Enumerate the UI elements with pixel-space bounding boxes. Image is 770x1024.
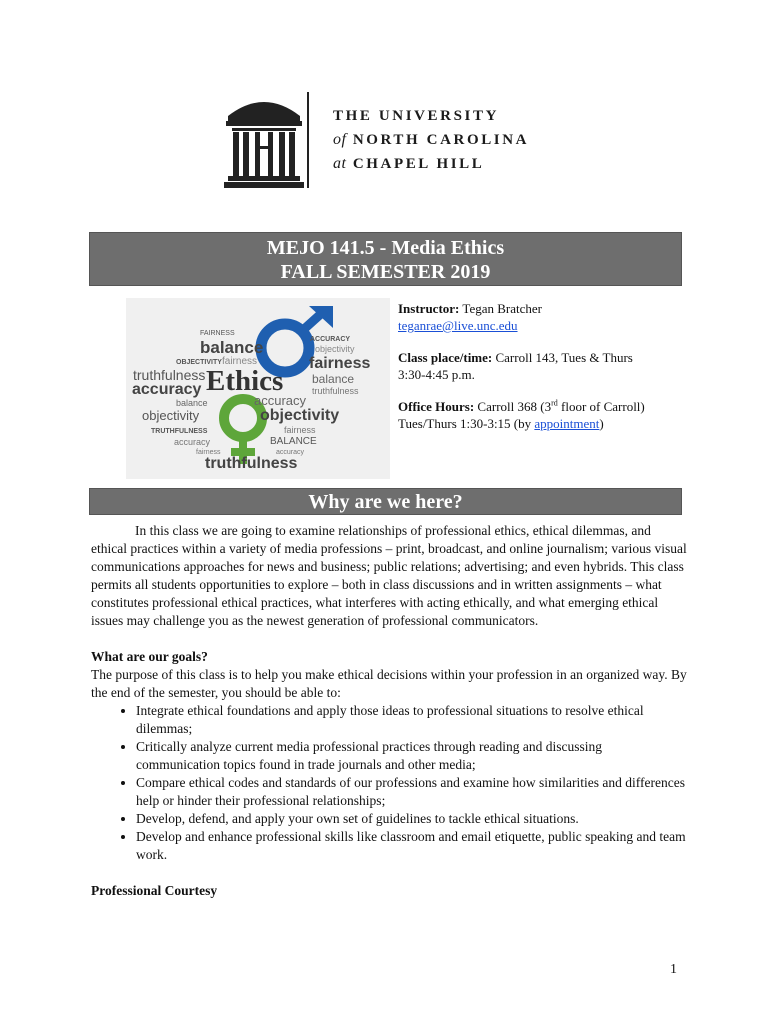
- university-wordmark: [333, 104, 529, 176]
- cloud-word: fairness: [284, 425, 316, 435]
- cloud-word: FAIRNESS: [200, 330, 235, 337]
- cloud-word: objectivity: [142, 408, 200, 423]
- semester-title: FALL SEMESTER 2019: [280, 261, 491, 283]
- class-time-line: 3:30-4:45 p.m.: [398, 367, 475, 382]
- logo-divider: [307, 92, 309, 188]
- goal-item: • Develop and enhance professional skills like classroom and email etiquette, public speaking and team work.: [136, 828, 687, 864]
- cloud-word: balance: [176, 398, 208, 408]
- goal-item: • Critically analyze current media professional practices through reading and discussing communication topics found in trade journals and other media;: [136, 738, 687, 774]
- ethics-word-cloud-image: [126, 298, 390, 479]
- instructor-info: [398, 300, 698, 432]
- cloud-word: balance: [200, 338, 264, 357]
- wordmark-line-2: of NORTH CAROLINA: [333, 131, 530, 148]
- goal-item: • Integrate ethical foundations and apply those ideas to professional situations to resolve ethical dilemmas;: [136, 702, 687, 738]
- cloud-word: objectivity: [260, 407, 340, 424]
- intro-paragraph: In this class we are going to examine relationships of professional ethics, ethical dilemmas, and ethical practices within a variety of media professions – print, broadcast, and online journalism; various visual communications approaches for news and business; public relations; advertising; and even hybrids. This class permits all students opportunities to explore – both in class discussions and in written assignments – what constitutes professional ethical practices, what interferes with acting ethically, and what emerging ethical issues may challenge you as the newest generation of professional communicators.: [91, 523, 687, 628]
- cloud-word: accuracy: [254, 393, 307, 408]
- goals-heading: What are our goals?: [91, 649, 208, 664]
- goals-intro: The purpose of this class is to help you make ethical decisions within your profession in an organized way. By the end of the semester, you should be able to:: [91, 667, 687, 700]
- goal-item: • Develop, defend, and apply your own set of guidelines to tackle ethical situations.: [136, 810, 687, 828]
- cloud-word: fairness: [309, 355, 371, 372]
- cloud-word: ACCURACY: [310, 336, 351, 343]
- cloud-word: accuracy: [174, 437, 211, 447]
- cloud-word: balance: [312, 372, 355, 386]
- goal-item: • Compare ethical codes and standards of our professions and examine how similarities and differences help or hinder their professional relationships;: [136, 774, 687, 810]
- cloud-word: BALANCE: [270, 436, 317, 447]
- cloud-word: objectivity: [315, 344, 355, 354]
- cloud-word: OBJECTIVITY: [176, 359, 222, 366]
- page-number: 1: [670, 962, 677, 977]
- cloud-word: truthfulness: [312, 386, 359, 396]
- syllabus-body: [91, 522, 687, 900]
- goals-list: [91, 702, 687, 864]
- cloud-word: truthfulness: [205, 455, 298, 472]
- office-hours-times: Tues/Thurs 1:30-3:15 (by appointment): [398, 416, 604, 431]
- cloud-word: accuracy: [276, 449, 305, 456]
- instructor-line: Instructor: Tegan Bratcher: [398, 301, 542, 316]
- class-place-line: Class place/time: Carroll 143, Tues & Thurs: [398, 350, 633, 365]
- wordmark-line-1: THE UNIVERSITY: [333, 108, 500, 124]
- course-title: MEJO 141.5 - Media Ethics: [266, 237, 505, 259]
- instructor-email-link[interactable]: teganrae@live.unc.edu: [398, 318, 518, 333]
- cloud-word: Ethics: [206, 365, 284, 397]
- cloud-word: TRUTHFULNESS: [151, 428, 208, 435]
- office-hours-line: Office Hours: Carroll 368 (3rd floor of Carroll): [398, 398, 645, 414]
- cloud-word: accuracy: [132, 381, 202, 398]
- wordmark-line-3: at CHAPEL HILL: [333, 155, 485, 172]
- cloud-word: fairness: [222, 356, 258, 367]
- course-title-band: [89, 232, 682, 286]
- appointment-link[interactable]: appointment: [534, 416, 600, 431]
- cloud-word: fairness: [196, 449, 221, 456]
- section-why-band: Why are we here?: [89, 488, 682, 515]
- cloud-word: truthfulness: [133, 367, 206, 383]
- old-well-logo-icon: [222, 94, 306, 189]
- courtesy-heading: Professional Courtesy: [91, 883, 218, 898]
